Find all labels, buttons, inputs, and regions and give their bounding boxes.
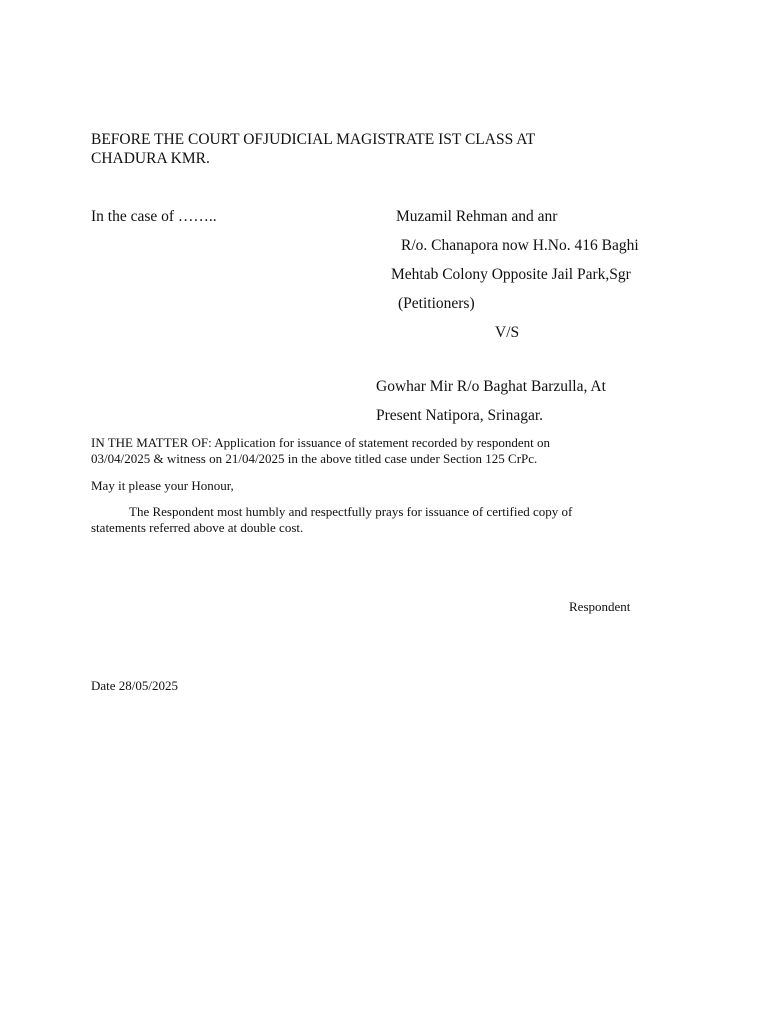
matter-line-1: IN THE MATTER OF: Application for issuance of statement recorded by respondent on	[91, 435, 550, 450]
petitioner-address-line-1: R/o. Chanapora now H.No. 416 Baghi	[401, 237, 639, 254]
matter-paragraph	[91, 435, 651, 467]
document-date: Date 28/05/2025	[91, 678, 179, 693]
court-heading-line-2: CHADURA KMR.	[91, 150, 210, 167]
respondent-line-1: Gowhar Mir R/o Baghat Barzulla, At	[376, 378, 606, 395]
petitioner-address-line-2: Mehtab Colony Opposite Jail Park,Sgr	[391, 266, 631, 283]
prayer-line-1: The Respondent most humbly and respectfully prays for issuance of certified copy of	[129, 504, 573, 519]
salutation: May it please your Honour,	[91, 478, 234, 493]
prayer-paragraph	[91, 504, 661, 536]
respondent-line-2: Present Natipora, Srinagar.	[376, 407, 544, 424]
petitioner-name: Muzamil Rehman and anr	[396, 208, 558, 225]
court-heading	[91, 130, 651, 168]
versus-label: V/S	[495, 324, 520, 341]
case-label: In the case of ……..	[91, 208, 217, 225]
signature-label: Respondent	[569, 599, 631, 614]
petitioner-role: (Petitioners)	[398, 295, 475, 312]
court-heading-line-1: BEFORE THE COURT OFJUDICIAL MAGISTRATE IST CLASS AT	[91, 131, 536, 148]
matter-line-2: 03/04/2025 & witness on 21/04/2025 in the above titled case under Section 125 CrPc.	[91, 451, 538, 466]
prayer-line-2: statements referred above at double cost.	[91, 520, 304, 535]
